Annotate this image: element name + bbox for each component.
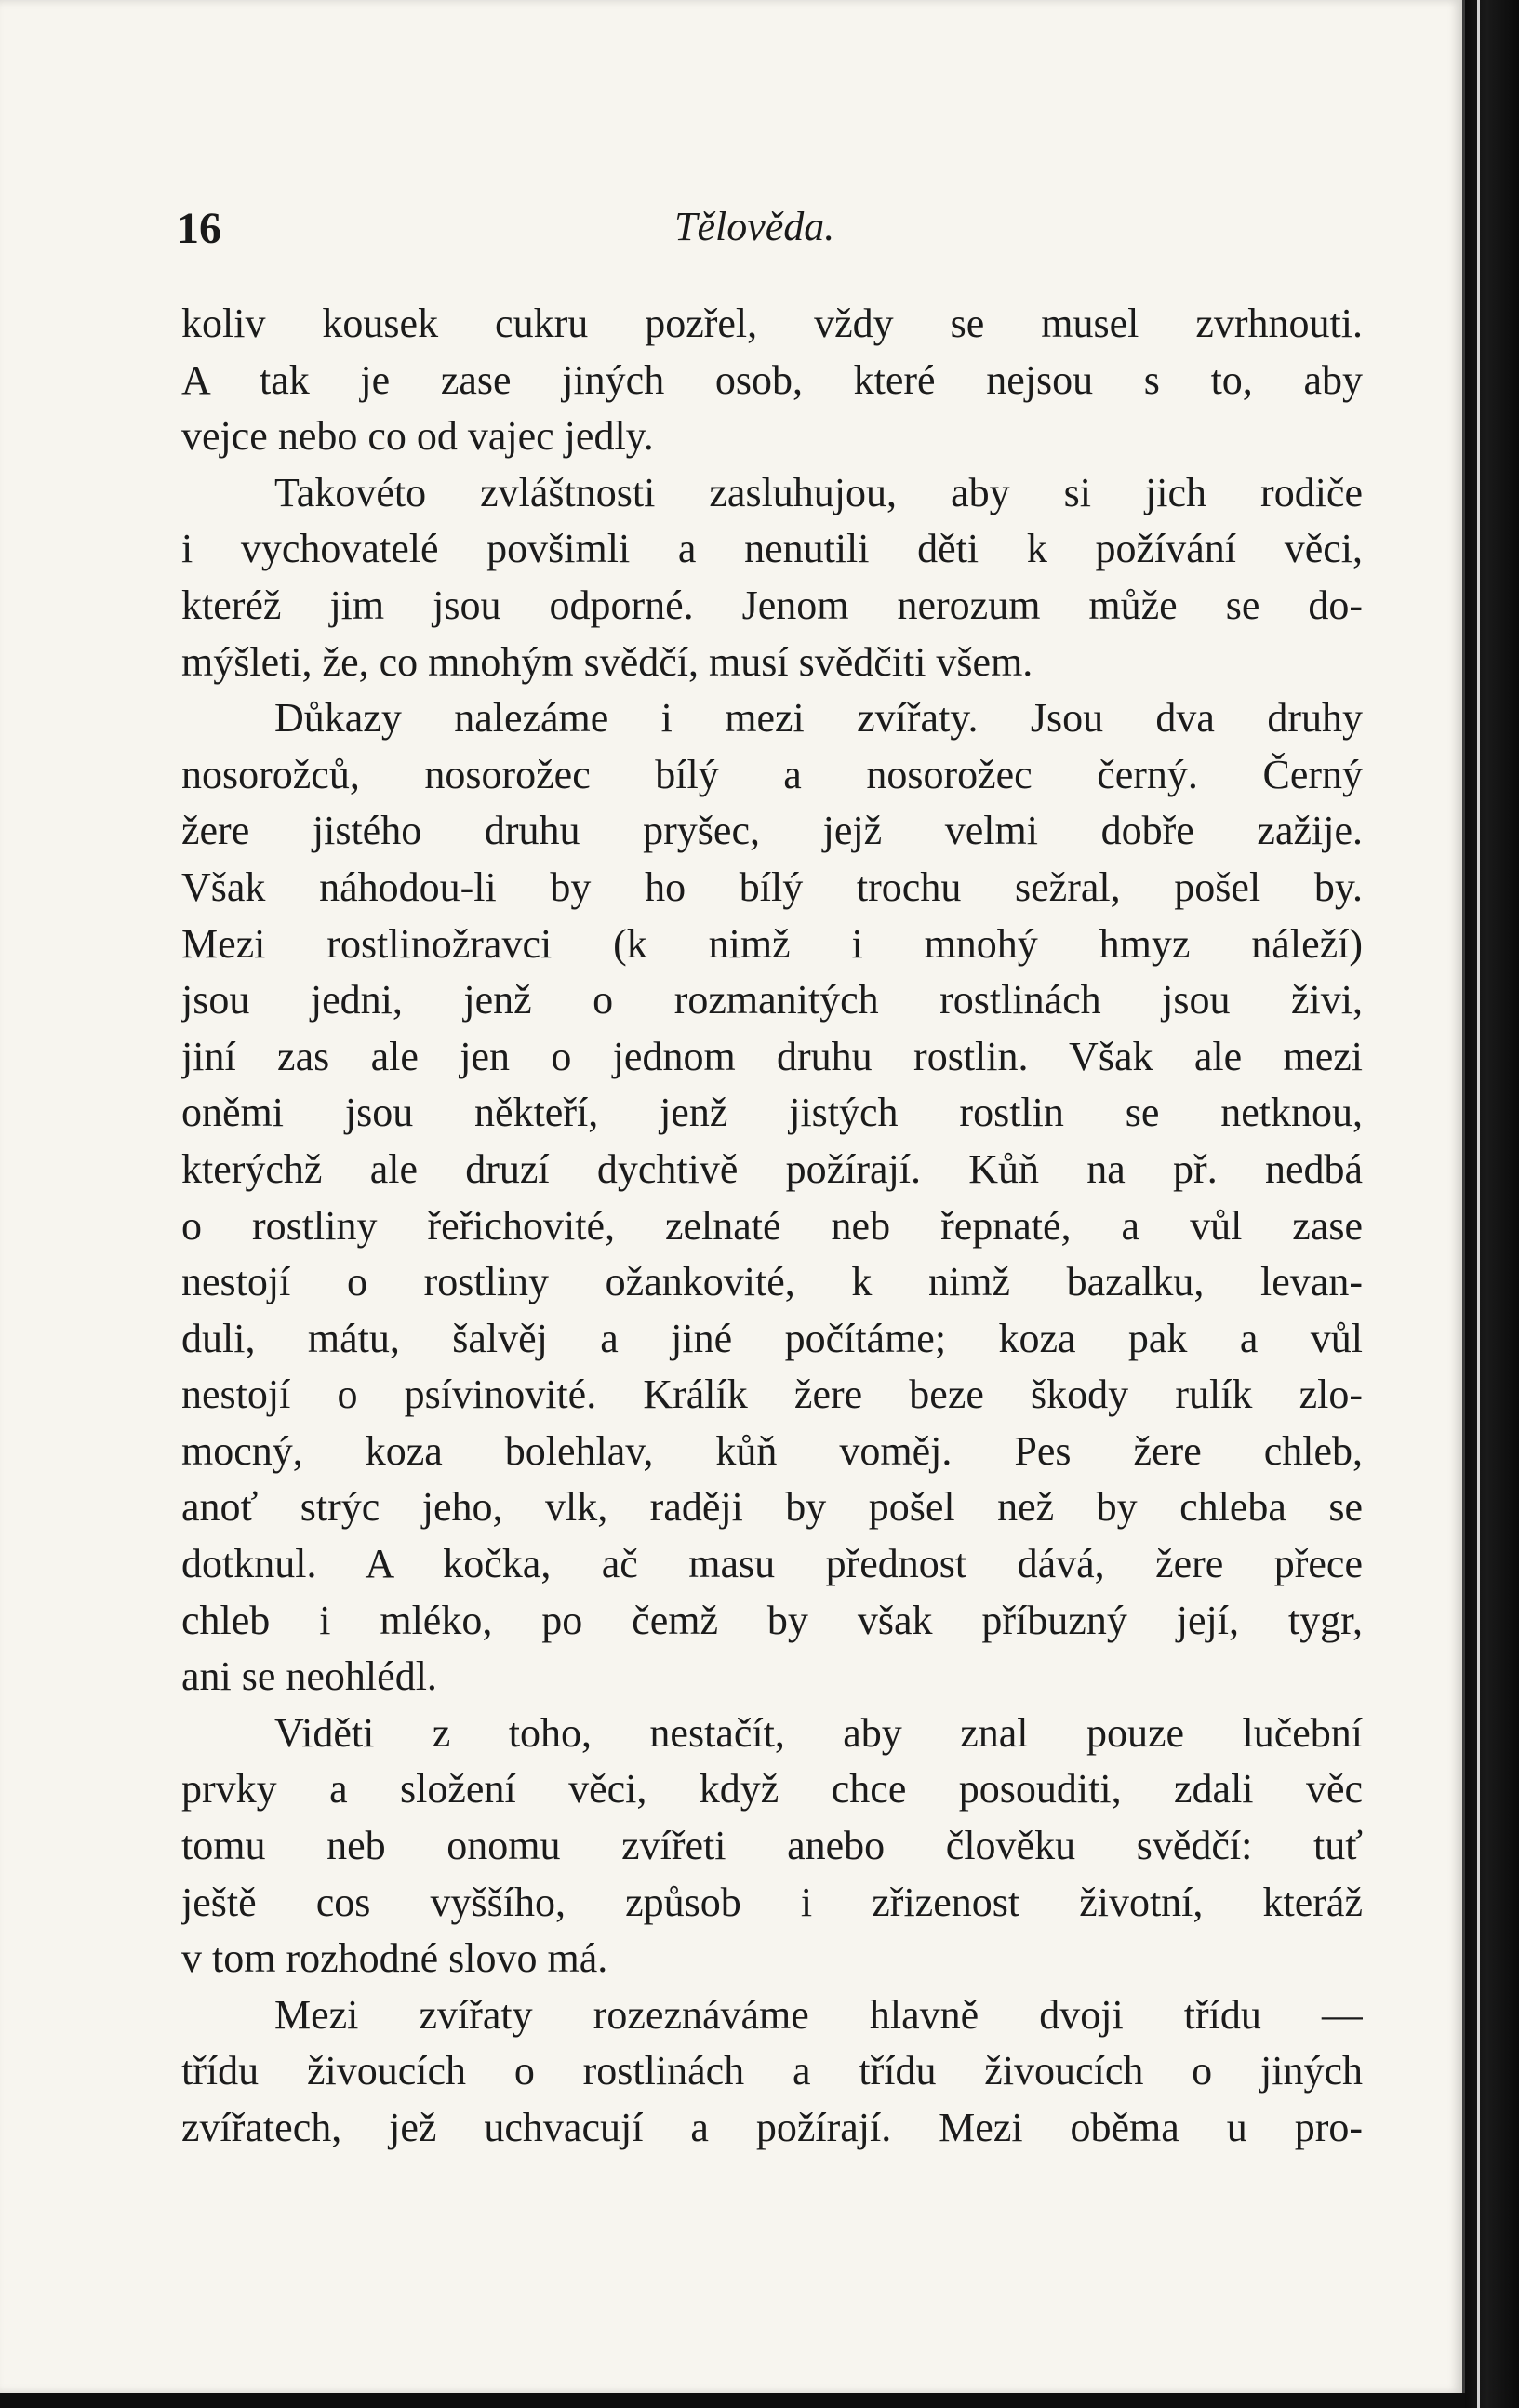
text-line: koliv kousek cukru pozřel, vždy se musel zvrhnouti. (181, 301, 1363, 346)
text-line: tomu neb onomu zvířeti anebo člověku svědčí: tuť (181, 1823, 1363, 1869)
scan-edge-right (1465, 0, 1519, 2408)
text-line: ještě cos vyššího, způsob i zřizenost životní, kteráž (181, 1879, 1363, 1925)
text-line: mýšleti, že, co mnohým svědčí, musí svědčiti všem. (181, 638, 1033, 685)
text-line: o rostliny řeřichovité, zelnaté neb řepnaté, a vůl zase (181, 1202, 1363, 1249)
text-line: A tak je zase jiných osob, které nejsou s to, aby (181, 356, 1363, 403)
text-line: Takovéto zvláštnosti zasluhujou, aby si jich rodiče (274, 469, 1363, 515)
text-line: duli, mátu, šalvěj a jiné počítáme; koza pak a vůl (181, 1315, 1363, 1361)
text-line: vejce nebo co od vajec jedly. (181, 413, 654, 460)
text-line: třídu živoucích o rostlinách a třídu živoucích o jiných (181, 2048, 1363, 2094)
text-line: Mezi zvířaty rozeznáváme hlavně dvoji třídu — (274, 1991, 1363, 2038)
text-line: nosorožců, nosorožec bílý a nosorožec černý. Černý (181, 751, 1363, 797)
text-line: prvky a složení věci, když chce posouditi, zdali věc (181, 1766, 1363, 1813)
text-line: nestojí o rostliny ožankovité, k nimž bazalku, levan- (181, 1259, 1363, 1305)
text-line: jsou jedni, jenž o rozmanitých rostlinách jsou živi, (181, 977, 1363, 1023)
text-line: kterýchž ale druzí dychtivě požírají. Kůň na př. nedbá (181, 1145, 1363, 1192)
text-line: v tom rozhodné slovo má. (181, 1935, 608, 1982)
scan-edge-line (1477, 0, 1480, 2408)
text-line: Viděti z toho, nestačít, aby znal pouze lučební (274, 1709, 1363, 1756)
text-line: oněmi jsou někteří, jenž jistých rostlin se netknou, (181, 1090, 1363, 1136)
scan-edge-bottom (0, 2393, 1465, 2408)
running-head: Tělověda. (674, 204, 835, 249)
text-line: kteréž jim jsou odporné. Jenom nerozum může se do- (181, 582, 1363, 628)
page-number: 16 (177, 204, 221, 253)
text-line: i vychovatelé povšimli a nenutili děti k požívání věci, (181, 526, 1363, 572)
text-line: Však náhodou-li by ho bílý trochu sežral, pošel by. (181, 863, 1363, 910)
text-line: nestojí o psívinovité. Králík žere beze škody rulík zlo- (181, 1371, 1363, 1418)
text-line: anoť strýc jeho, vlk, raději by pošel než by chleba se (181, 1484, 1363, 1531)
text-line: chleb i mléko, po čemž by však příbuzný její, tygr, (181, 1597, 1363, 1643)
text-line: zvířatech, jež uchvacují a požírají. Mezi oběma u pro- (181, 2105, 1363, 2150)
body-text (181, 296, 1363, 2157)
text-line: Důkazy nalezáme i mezi zvířaty. Jsou dva druhy (274, 695, 1363, 742)
text-line: dotknul. A kočka, ač masu přednost dává, žere přece (181, 1541, 1363, 1587)
text-line: žere jistého druhu pryšec, jejž velmi dobře zažije. (181, 808, 1363, 854)
text-line: Mezi rostlinožravci (k nimž i mnohý hmyz náleží) (181, 920, 1363, 967)
text-line: jiní zas ale jen o jednom druhu rostlin. Však ale mezi (181, 1033, 1363, 1079)
text-line: mocný, koza bolehlav, kůň voměj. Pes žere chleb, (181, 1427, 1363, 1474)
text-line: ani se neohlédl. (181, 1653, 437, 1700)
page-header (177, 203, 1377, 259)
